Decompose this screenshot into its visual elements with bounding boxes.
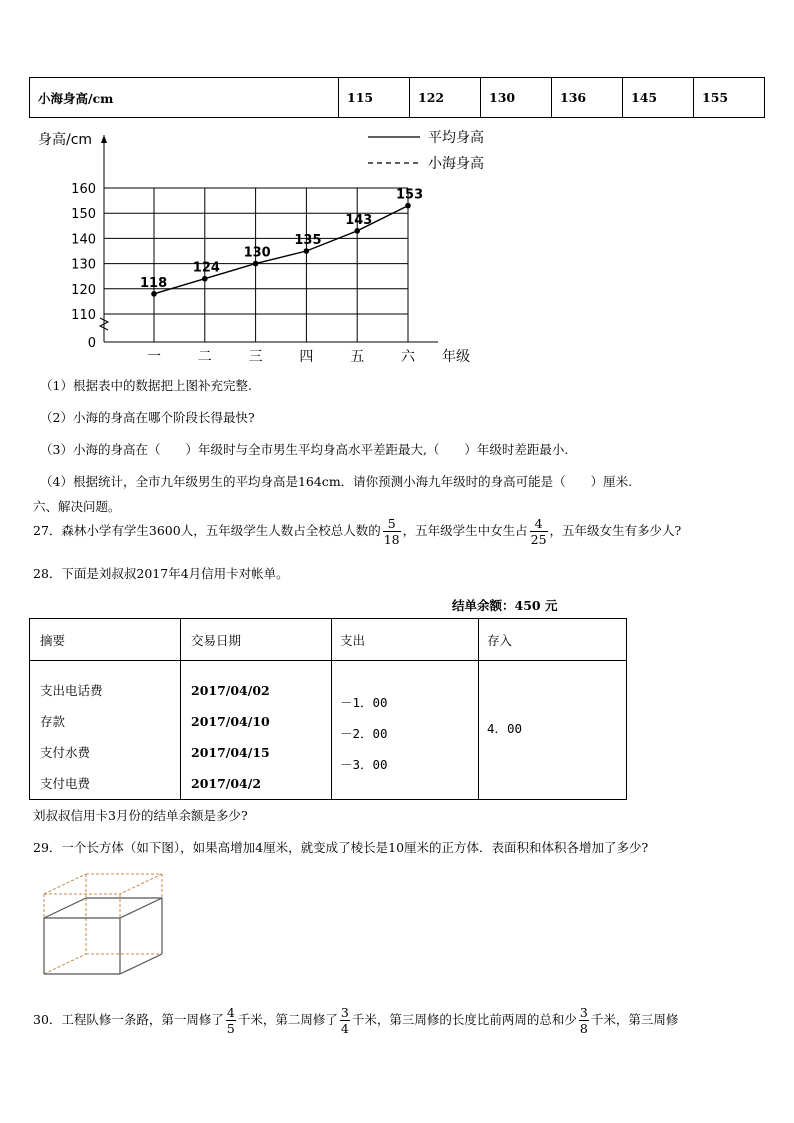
chart-marks [151,137,420,297]
bill-date: 2017/04/2 [191,776,262,791]
data-point [253,261,259,267]
question-2: （2）小海的身高在哪个阶段长得最快? [40,410,255,425]
height-table [29,77,765,118]
bill-header: 支出 [332,619,479,661]
data-point [405,203,411,209]
y-tick-label: 0 [87,336,96,351]
y-axis-arrow [101,135,107,143]
height-cell: 130 [481,78,552,118]
bill-date: 2017/04/15 [191,745,270,760]
q30-fraction-3 [579,1005,589,1036]
q27-text-b: ，五年级学生中女生占 [402,523,528,538]
data-label: 153 [396,187,424,203]
q30-f2-den: 4 [340,1021,349,1036]
q30-fraction-2 [340,1005,350,1036]
bill-item: 支出电话费 [40,683,103,698]
bill-out-cell [332,661,479,800]
q30-f1-num: 4 [226,1005,235,1020]
height-cell: 145 [623,78,694,118]
x-tick-label: 五 [350,349,365,365]
q27-text-c: ，五年级女生有多少人? [549,523,682,538]
height-line-chart [0,125,520,375]
q30-f2-num: 3 [340,1005,349,1020]
data-label: 118 [140,275,168,291]
y-tick-label: 150 [71,207,96,223]
data-label: 135 [294,233,322,248]
q30-text-c: 千米，第三周修的长度比前两周的总和少 [351,1012,577,1027]
question-28-ask: 刘叔叔信用卡3月份的结单余额是多少? [33,808,248,823]
bill-out-value: －1．00 [340,695,388,710]
cuboid-edge [120,954,162,974]
q27-f1-num: 5 [383,516,401,532]
q30-fraction-1 [226,1005,236,1036]
bill-table [29,618,627,800]
data-point [304,248,310,254]
cuboid-dashed-edge [44,874,86,894]
y-tick-label: 140 [71,232,96,248]
x-tick-label: 三 [248,349,263,365]
question-1: （1）根据表中的数据把上图补充完整. [40,378,252,393]
q27-text-a: 27．森林小学有学生3600人，五年级学生人数占全校总人数的 [33,523,381,538]
data-label: 124 [192,260,220,276]
cuboid-figure [40,870,170,980]
y-tick-label: 130 [71,257,96,273]
question-3: （3）小海的身高在（ ）年级时与全市男生平均身高水平差距最大,（ ）年级时差距最小. [40,442,569,457]
bill-date: 2017/04/10 [191,714,270,729]
height-table-label: 小海身高/cm [30,78,339,118]
bill-item: 支付水费 [40,745,91,760]
height-cell: 155 [694,78,765,118]
height-cell: 136 [552,78,623,118]
q30-f3-num: 3 [579,1005,588,1020]
q30-f3-den: 8 [579,1021,588,1036]
q30-text-d: 千米，第三周修 [590,1012,679,1027]
data-label: 143 [345,212,373,228]
chart-text [38,129,484,365]
q27-fraction-2 [530,516,548,547]
bill-in-value: 4．00 [487,721,523,736]
x-tick-label: 六 [401,349,415,365]
q27-f1-den: 18 [383,532,400,547]
question-27 [33,516,681,547]
bill-out-value: －2．00 [340,726,388,741]
bill-date: 2017/04/02 [191,683,270,698]
bill-out-value: －3．00 [340,757,388,772]
bill-item: 存款 [40,714,66,729]
height-cell: 122 [410,78,481,118]
cuboid-dashed-edge [120,874,162,894]
y-tick-label: 160 [71,182,96,197]
q27-f2-den: 25 [530,532,547,547]
section-title: 六、解决问题。 [33,499,121,514]
y-tick-label: 120 [71,282,96,298]
x-tick-label: 一 [147,349,161,365]
y-tick-label: 110 [71,308,96,323]
bill-item: 支付电费 [40,776,91,791]
question-29: 29．一个长方体（如下图），如果高增加4厘米，就变成了棱长是10厘米的正方体．表面积和体积各增加了多少? [33,840,649,855]
x-tick-label: 四 [299,349,314,365]
cuboid-edge [44,898,86,918]
legend-label: 平均身高 [428,130,484,146]
bill-header: 摘要 [30,619,181,661]
cuboid-edge [120,898,162,918]
bill-items-cell [30,661,181,800]
q30-text-b: 千米，第二周修了 [237,1012,338,1027]
bill-balance: 结单余额：450 元 [452,598,558,613]
q30-text-a: 30．工程队修一条路，第一周修了 [33,1012,224,1027]
q27-f2-num: 4 [530,516,548,532]
y-axis-label: 身高/cm [38,132,93,148]
data-point [202,276,208,282]
x-axis-label: 年级 [442,349,470,365]
bill-header: 存入 [479,619,627,661]
question-28: 28．下面是刘叔叔2017年4月信用卡对帐单。 [33,566,289,581]
legend-label: 小海身高 [428,156,484,172]
height-cell: 115 [339,78,410,118]
q30-f1-den: 5 [226,1021,235,1036]
bill-dates-cell [181,661,332,800]
bill-header: 交易日期 [181,619,332,661]
axis-break [100,318,108,330]
data-point [354,228,360,234]
bill-in-cell [479,661,627,800]
cuboid-hidden-edge [44,954,86,974]
question-4: （4）根据统计，全市九年级男生的平均身高是164cm．请你预测小海九年级时的身高可能是（ ）厘米. [40,474,633,489]
x-tick-label: 二 [197,349,212,365]
data-point [151,291,157,297]
question-30 [33,1005,678,1036]
data-label: 130 [243,245,271,261]
q27-fraction-1 [383,516,401,547]
